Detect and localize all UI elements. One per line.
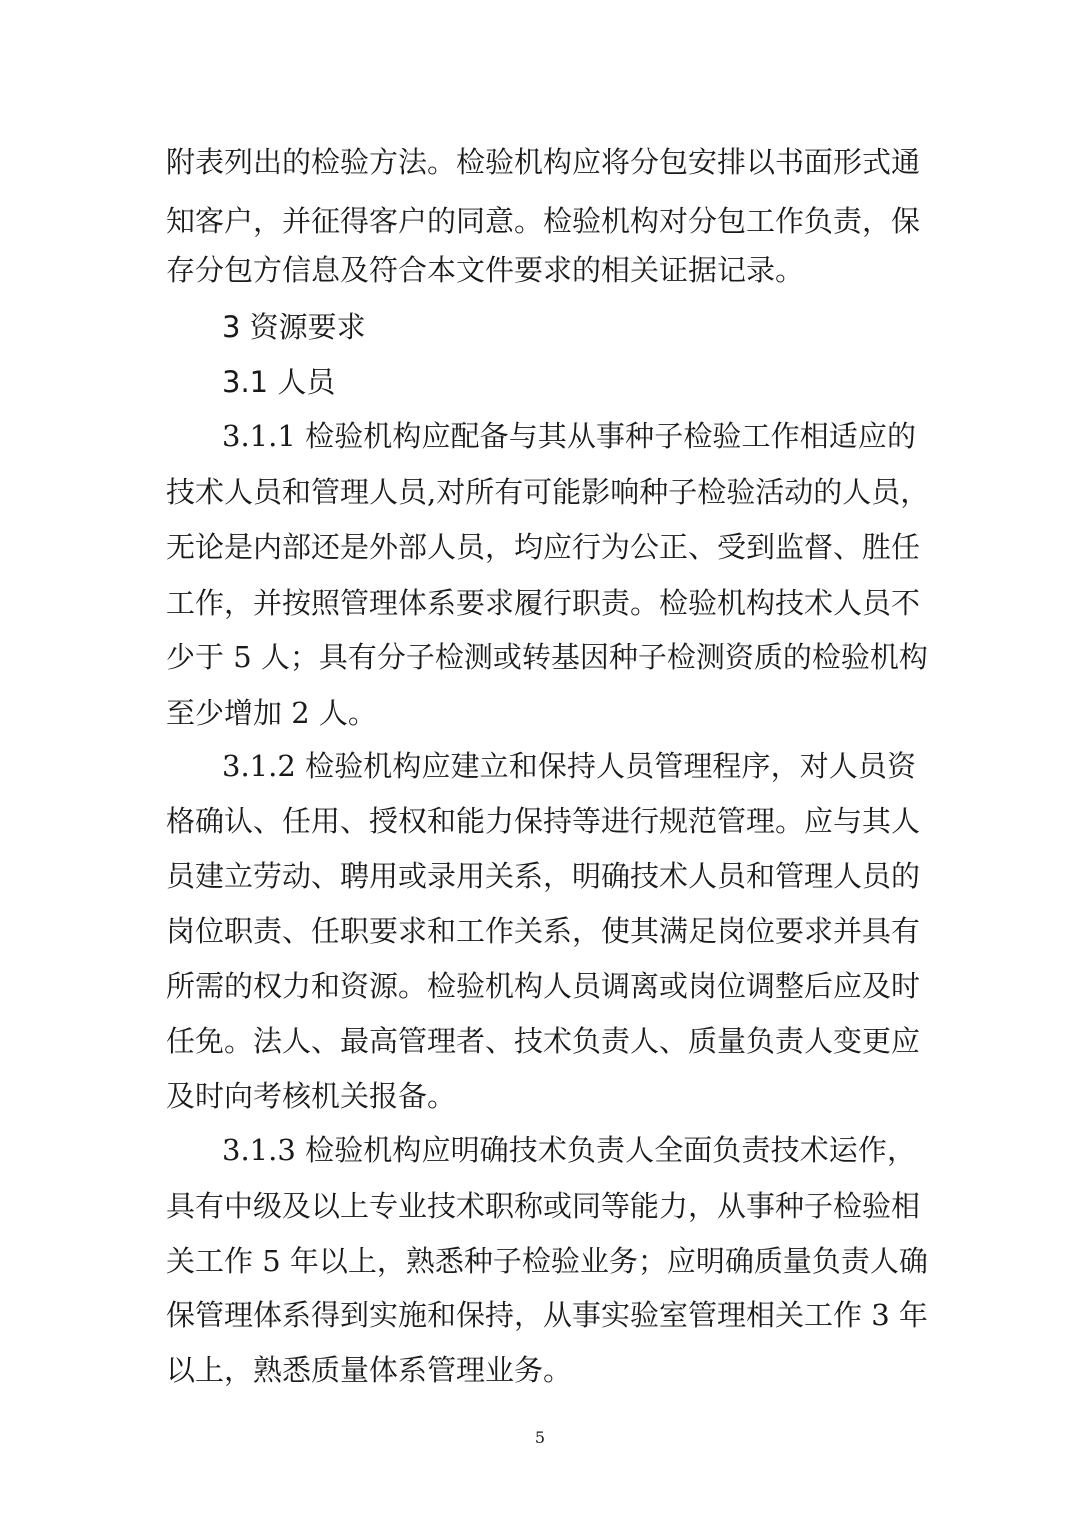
paragraph-line: 3.1.3 检验机构应明确技术负责人全面负责技术运作，	[222, 1133, 916, 1167]
paragraph-line: 技术人员和管理人员,对所有可能影响种子检验活动的人员，	[166, 475, 930, 509]
paragraph-line: 无论是内部还是外部人员，均应行为公正、受到监督、胜任	[166, 530, 921, 564]
page-number: 5	[534, 1428, 546, 1447]
paragraph-line: 附表列出的检验方法。检验机构应将分包安排以书面形式通	[166, 145, 921, 179]
paragraph-line: 员建立劳动、聘用或录用关系，明确技术人员和管理人员的	[166, 859, 921, 893]
paragraph-line: 所需的权力和资源。检验机构人员调离或岗位调整后应及时	[166, 969, 921, 1003]
paragraph-line: 具有中级及以上专业技术职称或同等能力，从事种子检验相	[166, 1189, 921, 1223]
paragraph-line: 少于 5 人；具有分子检测或转基因种子检测资质的检验机构	[166, 640, 928, 674]
paragraph-line: 关工作 5 年以上，熟悉种子检验业务；应明确质量负责人确	[166, 1244, 928, 1278]
paragraph-line: 知客户，并征得客户的同意。检验机构对分包工作负责，保	[166, 204, 921, 238]
section-heading: 3 资源要求	[222, 310, 366, 344]
paragraph-line: 工作，并按照管理体系要求履行职责。检验机构技术人员不	[166, 586, 921, 620]
paragraph-line: 3.1.1 检验机构应配备与其从事种子检验工作相适应的	[222, 419, 916, 453]
paragraph-line: 至少增加 2 人。	[166, 696, 377, 730]
paragraph-line: 及时向考核机关报备。	[166, 1079, 457, 1113]
subsection-heading: 3.1 人员	[222, 365, 336, 399]
paragraph-line: 3.1.2 检验机构应建立和保持人员管理程序，对人员资	[222, 749, 916, 783]
paragraph-line: 任免。法人、最高管理者、技术负责人、质量负责人变更应	[166, 1024, 921, 1058]
paragraph-line: 保管理体系得到实施和保持，从事实验室管理相关工作 3 年	[166, 1298, 928, 1332]
paragraph-line: 以上，熟悉质量体系管理业务。	[166, 1353, 573, 1387]
paragraph-line: 格确认、任用、授权和能力保持等进行规范管理。应与其人	[166, 804, 921, 838]
paragraph-line: 存分包方信息及符合本文件要求的相关证据记录。	[166, 253, 805, 287]
paragraph-line: 岗位职责、任职要求和工作关系，使其满足岗位要求并具有	[166, 914, 921, 948]
